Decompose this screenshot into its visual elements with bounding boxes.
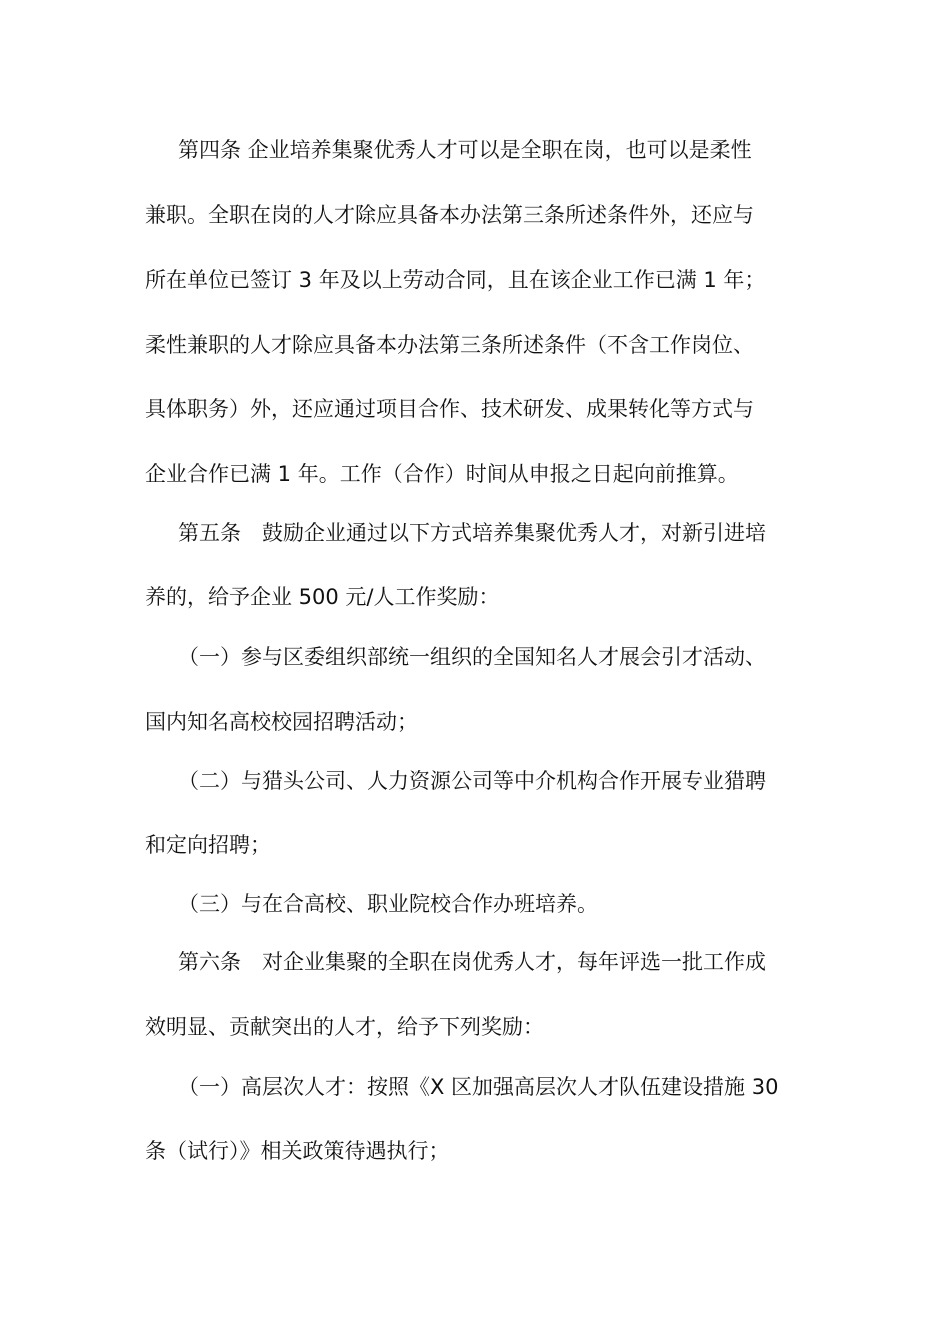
article-5-item-1-line-1: （一）参与区委组织部统一组织的全国知名人才展会引才活动、 <box>178 645 766 669</box>
article-6-line-1: 第六条 对企业集聚的全职在岗优秀人才，每年评选一批工作成 <box>178 950 766 974</box>
article-5-line-1: 第五条 鼓励企业通过以下方式培养集聚优秀人才，对新引进培 <box>178 521 766 545</box>
article-4-line-5: 具体职务）外，还应通过项目合作、技术研发、成果转化等方式与 <box>145 397 754 421</box>
article-6-item-1-line-2: 条（试行）》相关政策待遇执行； <box>145 1139 450 1163</box>
article-5-item-2-line-2: 和定向招聘； <box>145 833 271 857</box>
article-5-item-2-line-1: （二）与猎头公司、人力资源公司等中介机构合作开展专业猎聘 <box>178 769 766 793</box>
article-5-line-2: 养的，给予企业 500 元/人工作奖励： <box>145 585 500 609</box>
article-5-item-3: （三）与在合高校、职业院校合作办班培养。 <box>178 892 598 916</box>
article-6-line-2: 效明显、贡献突出的人才，给予下列奖励： <box>145 1015 544 1039</box>
article-5-item-1-line-2: 国内知名高校校园招聘活动； <box>145 710 418 734</box>
article-6-item-1-line-1: （一）高层次人才：按照《X 区加强高层次人才队伍建设措施 30 <box>178 1075 779 1099</box>
article-4-line-2: 兼职。全职在岗的人才除应具备本办法第三条所述条件外，还应与 <box>145 203 754 227</box>
article-4-line-6: 企业合作已满 1 年。工作（合作）时间从申报之日起向前推算。 <box>145 462 739 486</box>
article-4-line-4: 柔性兼职的人才除应具备本办法第三条所述条件（不含工作岗位、 <box>145 333 754 357</box>
article-4-line-1: 第四条 企业培养集聚优秀人才可以是全职在岗，也可以是柔性 <box>178 138 752 162</box>
article-4-line-3: 所在单位已签订 3 年及以上劳动合同，且在该企业工作已满 1 年； <box>145 268 766 292</box>
